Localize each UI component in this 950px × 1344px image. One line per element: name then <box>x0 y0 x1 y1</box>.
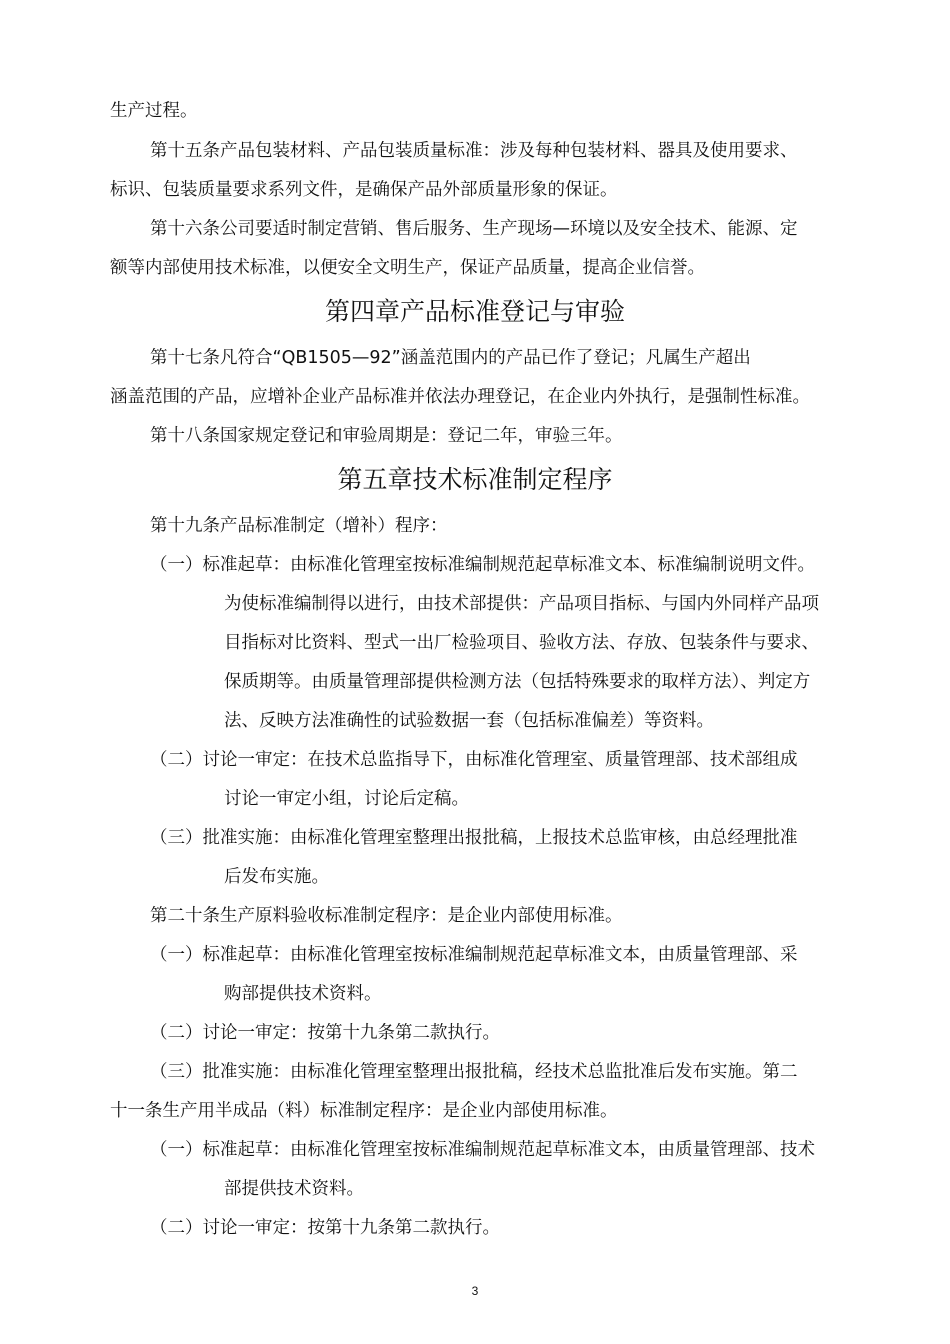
article-20-line <box>150 904 623 928</box>
line-text: 凡符合“QB1505—92”涵盖范围内的产品已作了登记；凡属生产超出 <box>220 348 751 368</box>
article-number: 第十五条 <box>150 141 220 161</box>
article-number: 第十八条 <box>150 426 220 446</box>
line-text: 生产原料验收标准制定程序：是企业内部使用标准。 <box>220 906 623 926</box>
line-text: 讨论一审定小组，讨论后定稿。 <box>224 789 469 809</box>
line-text: 生产用半成品（料）标准制定程序：是企业内部使用标准。 <box>162 1101 618 1121</box>
line-text: 生产过程。 <box>110 101 198 121</box>
chapter-5-heading: 第五章技术标准制定程序 <box>337 465 613 494</box>
article-17-line <box>150 346 751 370</box>
line-text: 产品包装材料、产品包装质量标准：涉及每种包装材料、器具及使用要求、 <box>220 141 798 161</box>
line-text: 标识、包装质量要求系列文件，是确保产品外部质量形象的保证。 <box>110 180 618 200</box>
line-text: 公司要适时制定营销、售后服务、生产现场—环境以及安全技术、能源、定 <box>220 219 798 239</box>
line-text: 后发布实施。 <box>224 867 329 887</box>
clause-line <box>150 943 798 967</box>
article-number: 第二十条 <box>150 906 220 926</box>
clause-continuation <box>224 631 819 655</box>
line-text: 国家规定登记和审验周期是：登记二年，审验三年。 <box>220 426 623 446</box>
clause-line <box>150 748 798 772</box>
line-text: 购部提供技术资料。 <box>224 984 382 1004</box>
clause-continuation <box>224 865 329 889</box>
clause-line <box>150 1138 815 1162</box>
line-text: （二）讨论一审定：按第十九条第二款执行。 <box>150 1023 500 1043</box>
paragraph-line <box>110 99 198 123</box>
line-text: 为使标准编制得以进行，由技术部提供：产品项目指标、与国内外同样产品项 <box>224 594 819 614</box>
line-text: （三）批准实施：由标准化管理室整理出报批稿，上报技术总监审核，由总经理批准 <box>150 828 798 848</box>
article-16-line <box>150 217 798 241</box>
article-18-line <box>150 424 623 448</box>
chapter-4-heading: 第四章产品标准登记与审验 <box>324 297 625 326</box>
article-number: 第二 <box>762 1062 798 1082</box>
article-number: 第十七条 <box>150 348 220 368</box>
article-15-line <box>150 139 798 163</box>
line-text: 目指标对比资料、型式一出厂检验项目、验收方法、存放、包装条件与要求、 <box>224 633 819 653</box>
page-number: 3 <box>471 1284 479 1298</box>
clause-line <box>150 1216 500 1240</box>
line-text: 产品标准制定（增补）程序： <box>220 516 448 536</box>
clause-line <box>150 1021 500 1045</box>
clause-continuation <box>224 709 714 733</box>
article-number: 十一条 <box>110 1101 163 1121</box>
line-text: 保质期等。由质量管理部提供检测方法（包括特殊要求的取样方法）、判定方 <box>224 672 811 692</box>
article-number: 第十六条 <box>150 219 220 239</box>
clause-line <box>150 553 815 577</box>
line-text: （一）标准起草：由标准化管理室按标准编制规范起草标准文本，由质量管理部、技术 <box>150 1140 815 1160</box>
clause-continuation <box>224 787 469 811</box>
clause-continuation <box>224 670 810 694</box>
line-text: 涵盖范围的产品，应增补企业产品标准并依法办理登记，在企业内外执行，是强制性标准。 <box>110 387 810 407</box>
paragraph-line <box>110 178 618 202</box>
line-text: （三）批准实施：由标准化管理室整理出报批稿，经技术总监批准后发布实施。 <box>150 1062 763 1082</box>
line-text: 法、反映方法准确性的试验数据一套（包括标准偏差）等资料。 <box>224 711 714 731</box>
clause-line <box>150 1060 798 1084</box>
article-21-line <box>110 1099 618 1123</box>
clause-line <box>150 826 798 850</box>
line-text: 额等内部使用技术标准，以便安全文明生产，保证产品质量，提高企业信誉。 <box>110 258 705 278</box>
article-number: 第十九条 <box>150 516 220 536</box>
line-text: （一）标准起草：由标准化管理室按标准编制规范起草标准文本，由质量管理部、采 <box>150 945 798 965</box>
line-text: （一）标准起草：由标准化管理室按标准编制规范起草标准文本、标准编制说明文件。 <box>150 555 815 575</box>
paragraph-line <box>110 256 705 280</box>
paragraph-line <box>110 385 810 409</box>
line-text: （二）讨论一审定：按第十九条第二款执行。 <box>150 1218 500 1238</box>
clause-continuation <box>224 592 819 616</box>
clause-continuation <box>224 982 382 1006</box>
clause-continuation <box>224 1177 364 1201</box>
line-text: 部提供技术资料。 <box>224 1179 364 1199</box>
article-19-line <box>150 514 448 538</box>
line-text: （二）讨论一审定：在技术总监指导下，由标准化管理室、质量管理部、技术部组成 <box>150 750 798 770</box>
